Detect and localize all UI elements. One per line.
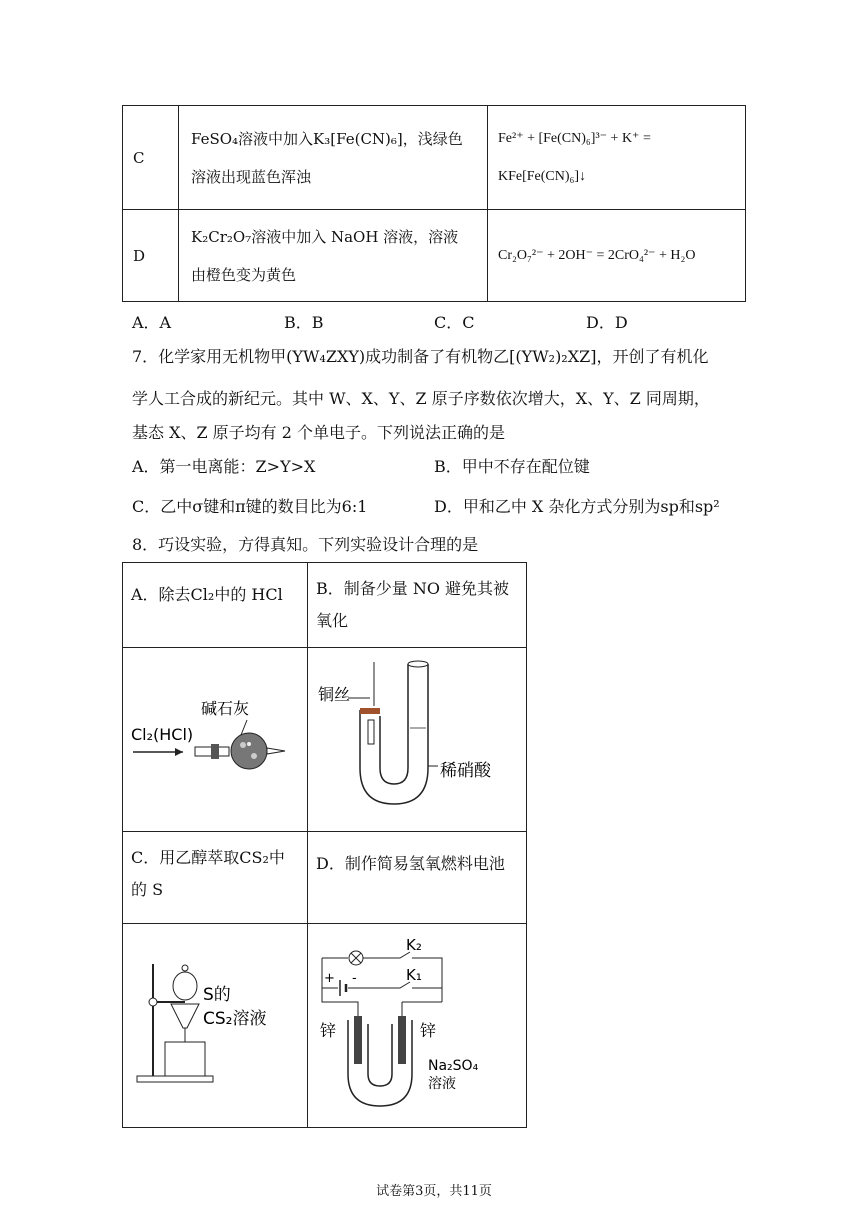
tube-tip xyxy=(267,748,285,754)
eq-line: KFe[Fe(CN)₆]↓ xyxy=(498,168,587,184)
stopper xyxy=(360,708,380,714)
stopper xyxy=(211,744,219,759)
left-electrode-label: 锌 xyxy=(320,1021,337,1040)
soda-lime-bulb xyxy=(231,733,267,769)
table-row xyxy=(123,648,527,832)
q7-option-d: D．甲和乙中 X 杂化方式分别为sp和sp² xyxy=(434,497,720,516)
arrow-head xyxy=(175,748,183,756)
eq-line: Cr₂O₇²⁻ + 2OH⁻ = 2CrO₄²⁻ + H₂O xyxy=(498,247,696,263)
separatory-funnel-diagram xyxy=(123,924,307,1116)
switch-k1 xyxy=(348,982,410,988)
q6-option-d: D．D xyxy=(586,313,628,332)
wire-label: 铜丝 xyxy=(318,685,351,704)
q7-option-a: A．第一电离能：Z>Y>X xyxy=(132,457,316,476)
cell-text: 氧化 xyxy=(316,611,349,630)
reagent-label: 碱石灰 xyxy=(201,699,250,718)
drying-tube-diagram xyxy=(123,648,307,820)
row-label: D xyxy=(123,210,179,302)
figure-d xyxy=(308,924,527,1128)
desc-line: FeSO₄溶液中加入K₃[Fe(CN)₆]，浅绿色 xyxy=(191,129,463,148)
gas-label: Cl₂(HCl) xyxy=(131,725,194,744)
switch-k2-label: K₂ xyxy=(406,936,422,954)
table-row xyxy=(123,832,527,924)
cell-d-title xyxy=(308,832,527,924)
eq-line: Fe²⁺ + [Fe(CN)₆]³⁻ + K⁺ = xyxy=(498,130,651,146)
q7-option-c: C．乙中σ键和π键的数目比为6:1 xyxy=(132,497,368,516)
solution-label-1: Na₂SO₄ xyxy=(428,1058,479,1074)
figure-a xyxy=(123,648,308,832)
q8-experiment-table xyxy=(122,562,527,1128)
funnel-cone xyxy=(171,1004,199,1028)
switch-k2 xyxy=(363,952,410,958)
cell-text: 的 S xyxy=(131,880,164,899)
u-tube-inner xyxy=(368,1024,392,1086)
q6-option-b: B．B xyxy=(284,313,324,332)
funnel-stopper xyxy=(182,965,188,971)
clamp-knob xyxy=(149,998,157,1006)
stand-base xyxy=(137,1076,213,1082)
cell-text: A．除去Cl₂中的 HCl xyxy=(131,585,283,604)
table-row xyxy=(123,106,746,210)
solution-label-1: S的 xyxy=(203,985,231,1005)
table-row xyxy=(123,563,527,648)
cell-text: B．制备少量 NO 避免其被 xyxy=(316,579,510,598)
acid-label: 稀硝酸 xyxy=(440,761,491,781)
switch-k1-label: K₁ xyxy=(406,966,422,984)
desc-line: 由橙色变为黄色 xyxy=(191,265,297,284)
cell-a-title xyxy=(123,563,308,648)
q7-stem-line3: 基态 X、Z 原子均有 2 个单电子。下列说法正确的是 xyxy=(132,423,506,442)
q7-option-b: B．甲中不存在配位键 xyxy=(434,457,590,476)
beaker xyxy=(165,1042,205,1076)
row-label: C xyxy=(123,106,179,210)
cell-b-title xyxy=(308,563,527,648)
row-description xyxy=(179,210,488,302)
page-footer: 试卷第3页，共11页 xyxy=(376,1184,492,1199)
cell-c-title xyxy=(123,832,308,924)
q7-stem-line1: 7．化学家用无机物甲(YW₄ZXY)成功制备了有机物乙[(YW₂)₂XZ]，开创了有机化 xyxy=(132,347,709,366)
right-electrode-label: 锌 xyxy=(420,1021,437,1040)
fuel-cell-diagram xyxy=(308,924,526,1116)
granule xyxy=(247,742,251,746)
row-equation xyxy=(488,210,746,302)
cell-text: D．制作简易氢氧燃料电池 xyxy=(316,854,505,873)
zinc-electrode-left xyxy=(354,1016,362,1064)
granule xyxy=(240,742,246,748)
tube-mouth xyxy=(408,661,428,667)
row-description xyxy=(179,106,488,210)
u-tube-no-diagram xyxy=(308,648,526,820)
battery-minus: - xyxy=(352,971,357,986)
funnel-bulb xyxy=(173,972,197,1000)
q6-option-c: C．C xyxy=(434,313,475,332)
row-equation xyxy=(488,106,746,210)
solution-label-2: CS₂溶液 xyxy=(203,1009,267,1029)
solution-label-2: 溶液 xyxy=(428,1076,456,1092)
battery-plus: + xyxy=(324,971,335,986)
desc-line: 溶液出现蓝色浑浊 xyxy=(191,167,312,186)
q8-stem: 8．巧设实验，方得真知。下列实验设计合理的是 xyxy=(132,535,479,554)
figure-c xyxy=(123,924,308,1128)
table-row xyxy=(123,924,527,1128)
granule xyxy=(251,753,257,759)
q7-stem-line2: 学人工合成的新纪元。其中 W、X、Y、Z 原子序数依次增大，X、Y、Z 同周期， xyxy=(132,389,710,408)
desc-line: K₂Cr₂O₇溶液中加入 NaOH 溶液，溶液 xyxy=(191,227,459,246)
q6-option-a: A．A xyxy=(132,313,172,332)
copper-coil xyxy=(368,720,374,744)
figure-b xyxy=(308,648,527,832)
u-tube-inner xyxy=(380,664,408,784)
cell-text: C．用乙醇萃取CS₂中 xyxy=(131,848,285,867)
table-row xyxy=(123,210,746,302)
answer-table-top xyxy=(122,105,746,302)
zinc-electrode-right xyxy=(398,1016,406,1064)
